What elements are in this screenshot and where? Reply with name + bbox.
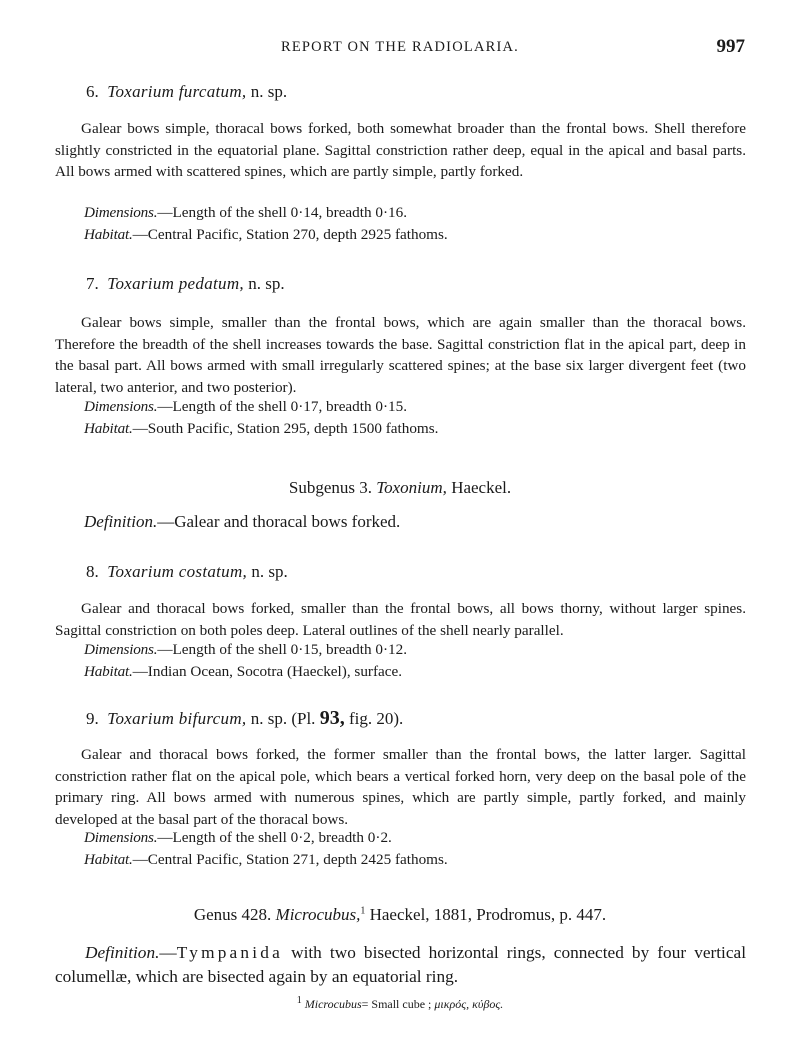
habitat-label: Habitat.: [84, 851, 133, 868]
species-suffix: n. sp.: [248, 274, 285, 293]
species-6-description: Galear bows simple, thoracal bows forked, both somewhat broader than the frontal bows. Shell therefore slightly constricted in the equatorial plane. Sagittal constriction rather deep, equal in the apical and basal parts. All bows armed with scattered spines, which are partly simple, partly forked.: [55, 120, 746, 180]
species-7-heading: [86, 274, 285, 294]
footnote: [0, 995, 800, 1012]
dimensions-label: Dimensions.: [84, 641, 158, 658]
species-suffix: n. sp.: [251, 562, 288, 581]
genus-name: Microcubus,: [275, 905, 361, 924]
species-8-heading: [86, 562, 288, 582]
habitat-label: Habitat.: [84, 420, 133, 437]
figure-ref: fig. 20).: [348, 709, 404, 728]
habitat-text: —Indian Ocean, Socotra (Haeckel), surface.: [132, 663, 403, 680]
species-7-habitat: [84, 420, 438, 438]
family-name: Tympanida: [176, 943, 283, 962]
footnote-marker: 1: [360, 905, 366, 917]
dimensions-text: —Length of the shell 0·15, breadth 0·12.: [157, 641, 408, 658]
genus-citation: Haeckel, 1881, Prodromus, p. 447.: [369, 905, 607, 924]
definition-dash: —: [159, 943, 177, 962]
species-7-dimensions: [84, 398, 407, 416]
definition-label: Definition.: [84, 512, 158, 531]
subgenus-name: Toxonium,: [376, 478, 447, 497]
species-9-habitat: [84, 851, 448, 869]
footnote-mark: 1: [296, 995, 302, 1006]
footnote-text: = Small cube ;: [361, 997, 432, 1011]
species-8-dimensions: [84, 641, 407, 659]
subgenus-heading: [0, 478, 800, 498]
species-name: Toxarium costatum,: [107, 562, 248, 581]
species-9-heading: [86, 707, 403, 730]
subgenus-prefix: Subgenus 3.: [288, 478, 372, 497]
species-name: Toxarium bifurcum,: [107, 709, 247, 728]
dimensions-text: —Length of the shell 0·17, breadth 0·15.: [157, 398, 408, 415]
footnote-term: Microcubus: [304, 997, 362, 1011]
species-8-habitat: [84, 663, 402, 681]
species-number: 7.: [86, 274, 99, 293]
definition-label: Definition.: [85, 943, 160, 962]
species-name: Toxarium furcatum,: [107, 82, 247, 101]
genus-definition: [55, 941, 746, 989]
dimensions-text: —Length of the shell 0·14, breadth 0·16.: [157, 204, 408, 221]
species-9-dimensions: [84, 829, 392, 847]
plate-number: 93,: [319, 707, 345, 729]
page-number: 997: [716, 36, 745, 57]
species-name: Toxarium pedatum,: [107, 274, 244, 293]
species-number: 9.: [86, 709, 99, 728]
dimensions-label: Dimensions.: [84, 398, 158, 415]
running-title: REPORT ON THE RADIOLARIA.: [280, 39, 520, 55]
subgenus-author: Haeckel.: [451, 478, 512, 497]
definition-text: with two bisected horizontal rings, connected by four vertical columellæ, which are bisected again by an equatorial ring.: [55, 943, 747, 986]
species-number: 6.: [86, 82, 99, 101]
species-6-habitat: [84, 226, 448, 244]
species-6-dimensions: [84, 204, 407, 222]
habitat-label: Habitat.: [84, 226, 133, 243]
footnote-greek: μικρός, κύβος.: [434, 997, 504, 1011]
subgenus-definition: [84, 512, 400, 532]
dimensions-text: —Length of the shell 0·2, breadth 0·2.: [157, 829, 392, 846]
habitat-text: —Central Pacific, Station 270, depth 2925 fathoms.: [132, 226, 448, 243]
habitat-text: —South Pacific, Station 295, depth 1500 fathoms.: [132, 420, 439, 437]
species-suffix: n. sp.: [250, 82, 288, 101]
genus-prefix: Genus 428.: [193, 905, 272, 924]
dimensions-label: Dimensions.: [84, 204, 158, 221]
species-9-description: Galear and thoracal bows forked, the former smaller than the frontal bows, the latter larger. Sagittal constriction rather flat on the apical pole, which bears a vertical forked horn, very deep on the basal pole of the primary ring. All bows armed with numerous spines, which are partly simple, partly forked, and mainly developed at the basal part of the thoracal bows.: [55, 746, 746, 828]
species-7-description: Galear bows simple, smaller than the frontal bows, which are again smaller than the thoracal bows. Therefore the breadth of the shell increases towards the base. Sagittal constriction flat in the apical part, deep in the basal part. All bows armed with small irregularly scattered spines; at the base six larger divergent feet (two lateral, two anterior, and two posterior).: [55, 314, 746, 396]
species-8-description: Galear and thoracal bows forked, smaller than the frontal bows, all bows thorny, without larger spines. Sagittal constriction on both poles deep. Lateral outlines of the shell nearly parallel.: [55, 600, 746, 639]
page-header: [55, 36, 745, 60]
species-number: 8.: [86, 562, 99, 581]
dimensions-label: Dimensions.: [84, 829, 158, 846]
species-suffix: n. sp. (Pl.: [250, 709, 316, 728]
definition-text: —Galear and thoracal bows forked.: [157, 512, 401, 531]
species-6-heading: [86, 82, 287, 102]
habitat-text: —Central Pacific, Station 271, depth 2425 fathoms.: [132, 851, 448, 868]
genus-heading: [0, 905, 800, 925]
habitat-label: Habitat.: [84, 663, 133, 680]
